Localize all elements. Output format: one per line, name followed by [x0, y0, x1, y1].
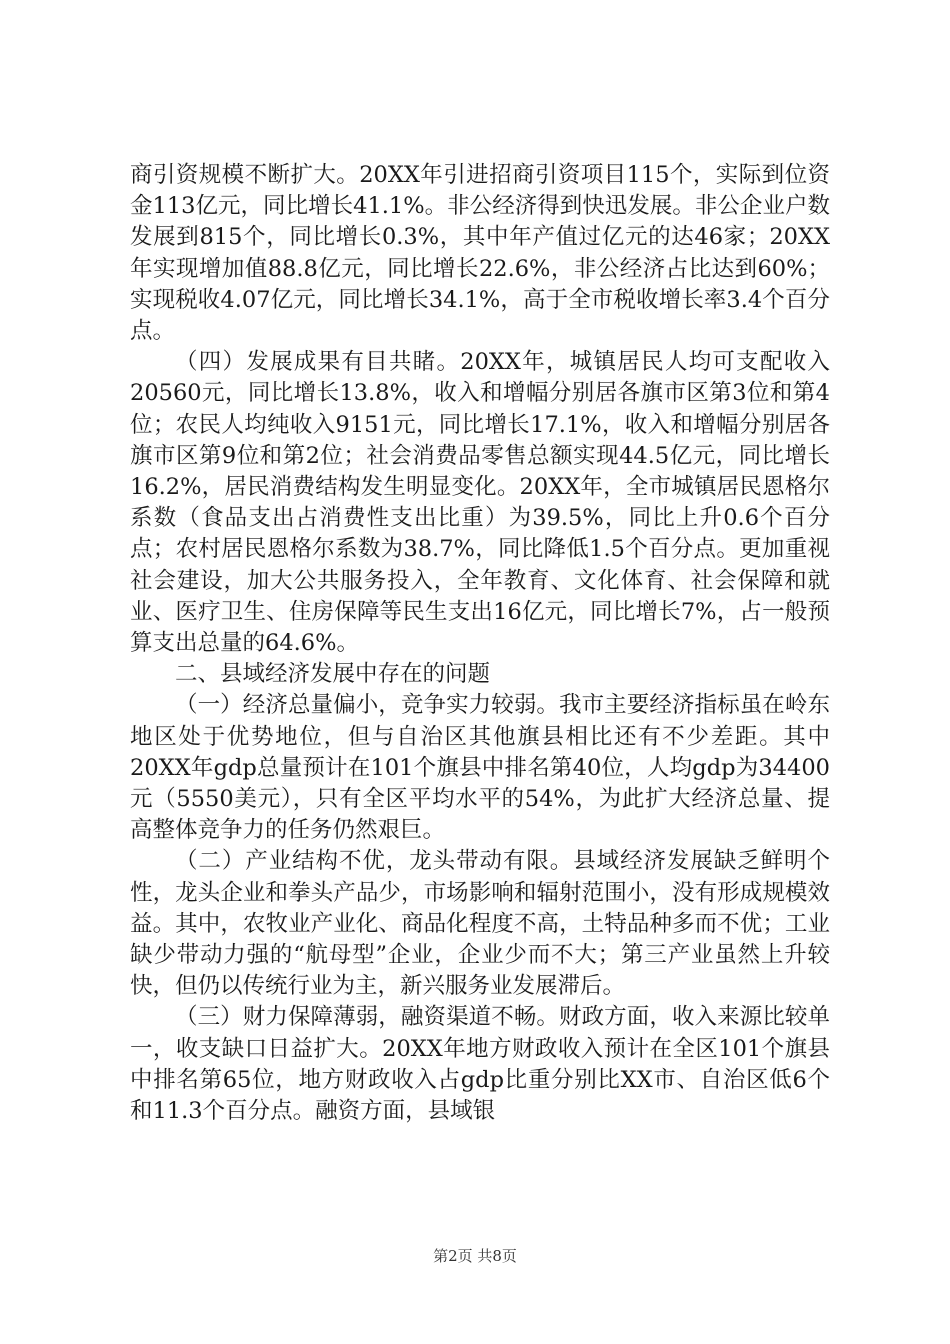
page-footer [0, 1245, 950, 1266]
paragraph-problem-two: （二）产业结构不优，龙头带动有限。县域经济发展缺乏鲜明个性，龙头企业和拳头产品少，市场影响和辐射范围小，没有形成规模效益。其中，农牧业产业化、商品化程度不高，土特品种多而不优；工业缺少带动力强的“航母型”企业，企业少而不大；第三产业虽然上升较快，但仍以传统行业为主，新兴服务业发展滞后。 [130, 848, 830, 1000]
paragraph-problem-one: （一）经济总量偏小，竞争实力较弱。我市主要经济指标虽在岭东地区处于优势地位，但与自治区其他旗县相比还有不少差距。其中20XX年gdp总量预计在101个旗县中排名第40位，人均gdp为34400元（5550美元），只有全区平均水平的54%，为此扩大经济总量、提高整体竞争力的任务仍然艰巨。 [130, 692, 830, 844]
paragraph-section-four: （四）发展成果有目共睹。20XX年，城镇居民人均可支配收入20560元，同比增长13.8%，收入和增幅分别居各旗市区第3位和第4位；农民人均纯收入9151元，同比增长17.1%，收入和增幅分别居各旗市区第9位和第2位；社会消费品零售总额实现44.5亿元，同比增长16.2%，居民消费结构发生明显变化。20XX年，全市城镇居民恩格尔系数（食品支出占消费性支出比重）为39.5%，同比上升0.6个百分点；农村居民恩格尔系数为38.7%，同比降低1.5个百分点。更加重视社会建设，加大公共服务投入，全年教育、文化体育、社会保障和就业、医疗卫生、住房保障等民生支出16亿元，同比增长7%，占一般预算支出总量的64.6%。 [130, 349, 830, 657]
page-number-label: 第2页 共8页 [433, 1247, 517, 1265]
document-body [130, 160, 830, 1127]
paragraph-problem-three: （三）财力保障薄弱，融资渠道不畅。财政方面，收入来源比较单一，收支缺口日益扩大。20XX年地方财政收入预计在全区101个旗县中排名第65位，地方财政收入占gdp比重分别比XX市、自治区低6个和11.3个百分点。融资方面，县域银 [130, 1004, 830, 1125]
section-heading-problems: 二、县域经济发展中存在的问题 [175, 661, 491, 688]
paragraph-continuation: 商引资规模不断扩大。20XX年引进招商引资项目115个，实际到位资金113亿元，同比增长41.1%。非公经济得到快迅发展。非公企业户数发展到815个，同比增长0.3%，其中年产值过亿元的达46家；20XX年实现增加值88.8亿元，同比增长22.6%，非公经济占比达到60%；实现税收4.07亿元，同比增长34.1%，高于全市税收增长率3.4个百分点。 [130, 162, 830, 345]
